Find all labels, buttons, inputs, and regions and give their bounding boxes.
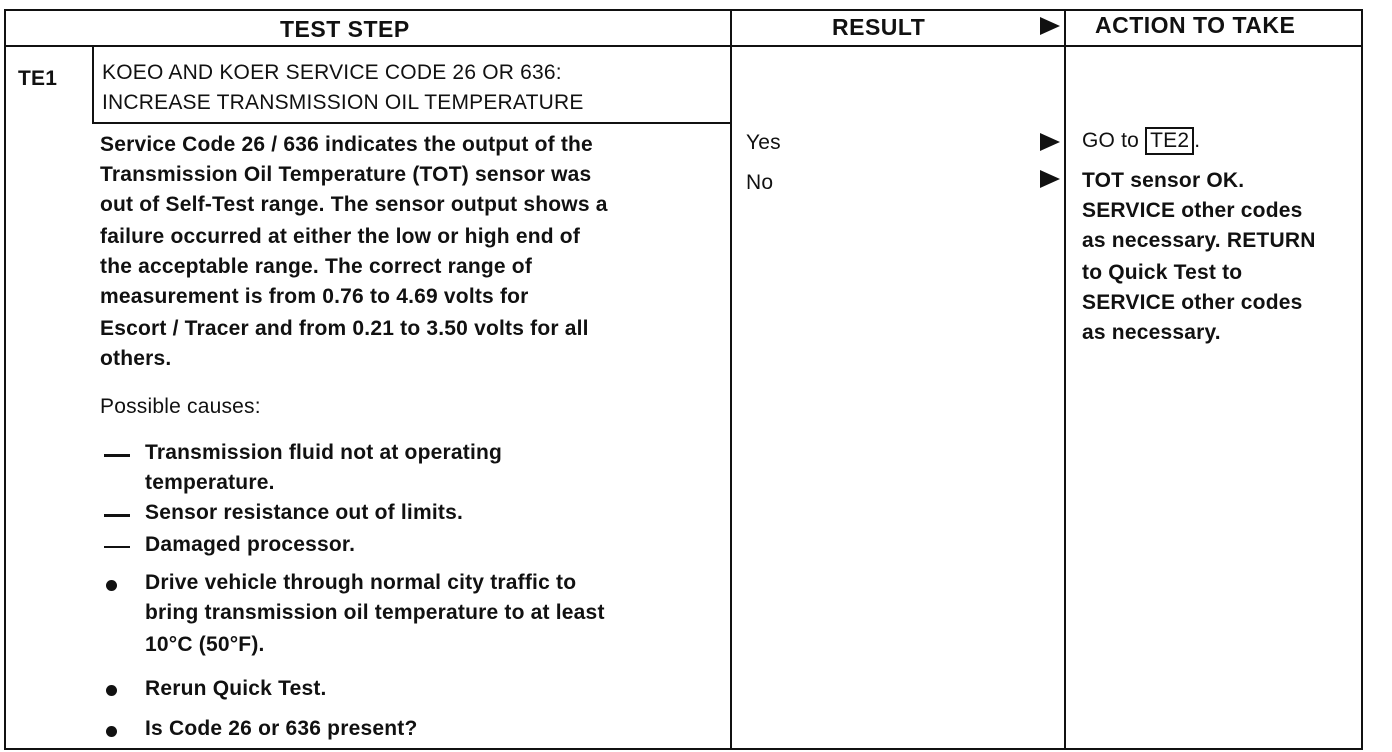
cause-line: Damaged processor. — [145, 533, 356, 556]
cause-dash-icon — [104, 454, 130, 457]
result-yes-arrow-icon — [1040, 133, 1060, 151]
result-column-divider — [730, 9, 732, 750]
action-no-line: SERVICE other codes — [1082, 291, 1303, 314]
step-reference-te2: TE2 — [1145, 127, 1194, 155]
bullet-icon — [106, 726, 117, 737]
action-yes-suffix: . — [1194, 129, 1201, 152]
paragraph-line: out of Self-Test range. The sensor output shows a — [100, 193, 608, 216]
procedure-step-line: Rerun Quick Test. — [145, 677, 327, 700]
action-no-line: TOT sensor OK. — [1082, 169, 1245, 192]
paragraph-line: failure occurred at either the low or high end of — [100, 225, 581, 248]
action-no-line: to Quick Test to — [1082, 261, 1243, 284]
cause-dash-icon — [104, 546, 130, 548]
cause-line: temperature. — [145, 471, 275, 494]
result-no: No — [746, 171, 774, 194]
procedure-step-line: Drive vehicle through normal city traffic to — [145, 571, 577, 594]
paragraph-line: others. — [100, 347, 172, 370]
paragraph-line: Service Code 26 / 636 indicates the output of the — [100, 133, 593, 156]
procedure-step-line: bring transmission oil temperature to at least — [145, 601, 605, 624]
action-no-line: as necessary. RETURN — [1082, 229, 1316, 252]
header-result: RESULT — [832, 14, 926, 40]
step-title-line-2: INCREASE TRANSMISSION OIL TEMPERATURE — [102, 91, 584, 114]
header-action-to-take: ACTION TO TAKE — [1095, 12, 1296, 38]
action-yes-prefix: GO to — [1082, 129, 1140, 152]
header-arrow-icon — [1040, 17, 1060, 35]
step-title-divider — [92, 122, 730, 124]
bullet-icon — [106, 685, 117, 696]
action-column-divider — [1064, 9, 1066, 750]
cause-line: Transmission fluid not at operating — [145, 441, 503, 464]
procedure-step-line: 10°C (50°F). — [145, 633, 265, 656]
result-no-arrow-icon — [1040, 170, 1060, 188]
action-no-line: as necessary. — [1082, 321, 1221, 344]
paragraph-line: Escort / Tracer and from 0.21 to 3.50 volts for all — [100, 317, 589, 340]
header-test-step: TEST STEP — [280, 16, 410, 42]
result-yes: Yes — [746, 131, 781, 154]
step-id-divider — [92, 45, 94, 124]
cause-line: Sensor resistance out of limits. — [145, 501, 463, 524]
paragraph-line: measurement is from 0.76 to 4.69 volts for — [100, 285, 529, 308]
action-no-line: SERVICE other codes — [1082, 199, 1303, 222]
procedure-question: Is Code 26 or 636 present? — [145, 717, 418, 740]
paragraph-line: Transmission Oil Temperature (TOT) sensor was — [100, 163, 592, 186]
table-left-border — [4, 9, 6, 750]
cause-dash-icon — [104, 514, 130, 517]
bullet-icon — [106, 580, 117, 591]
action-yes — [1082, 126, 1200, 156]
header-bottom-border — [4, 45, 1363, 47]
table-bottom-border — [4, 748, 1363, 750]
possible-causes-heading: Possible causes: — [100, 395, 261, 418]
table-right-border — [1361, 9, 1363, 750]
step-id: TE1 — [18, 67, 58, 90]
paragraph-line: the acceptable range. The correct range of — [100, 255, 533, 278]
step-title-line-1: KOEO AND KOER SERVICE CODE 26 OR 636: — [102, 61, 562, 84]
